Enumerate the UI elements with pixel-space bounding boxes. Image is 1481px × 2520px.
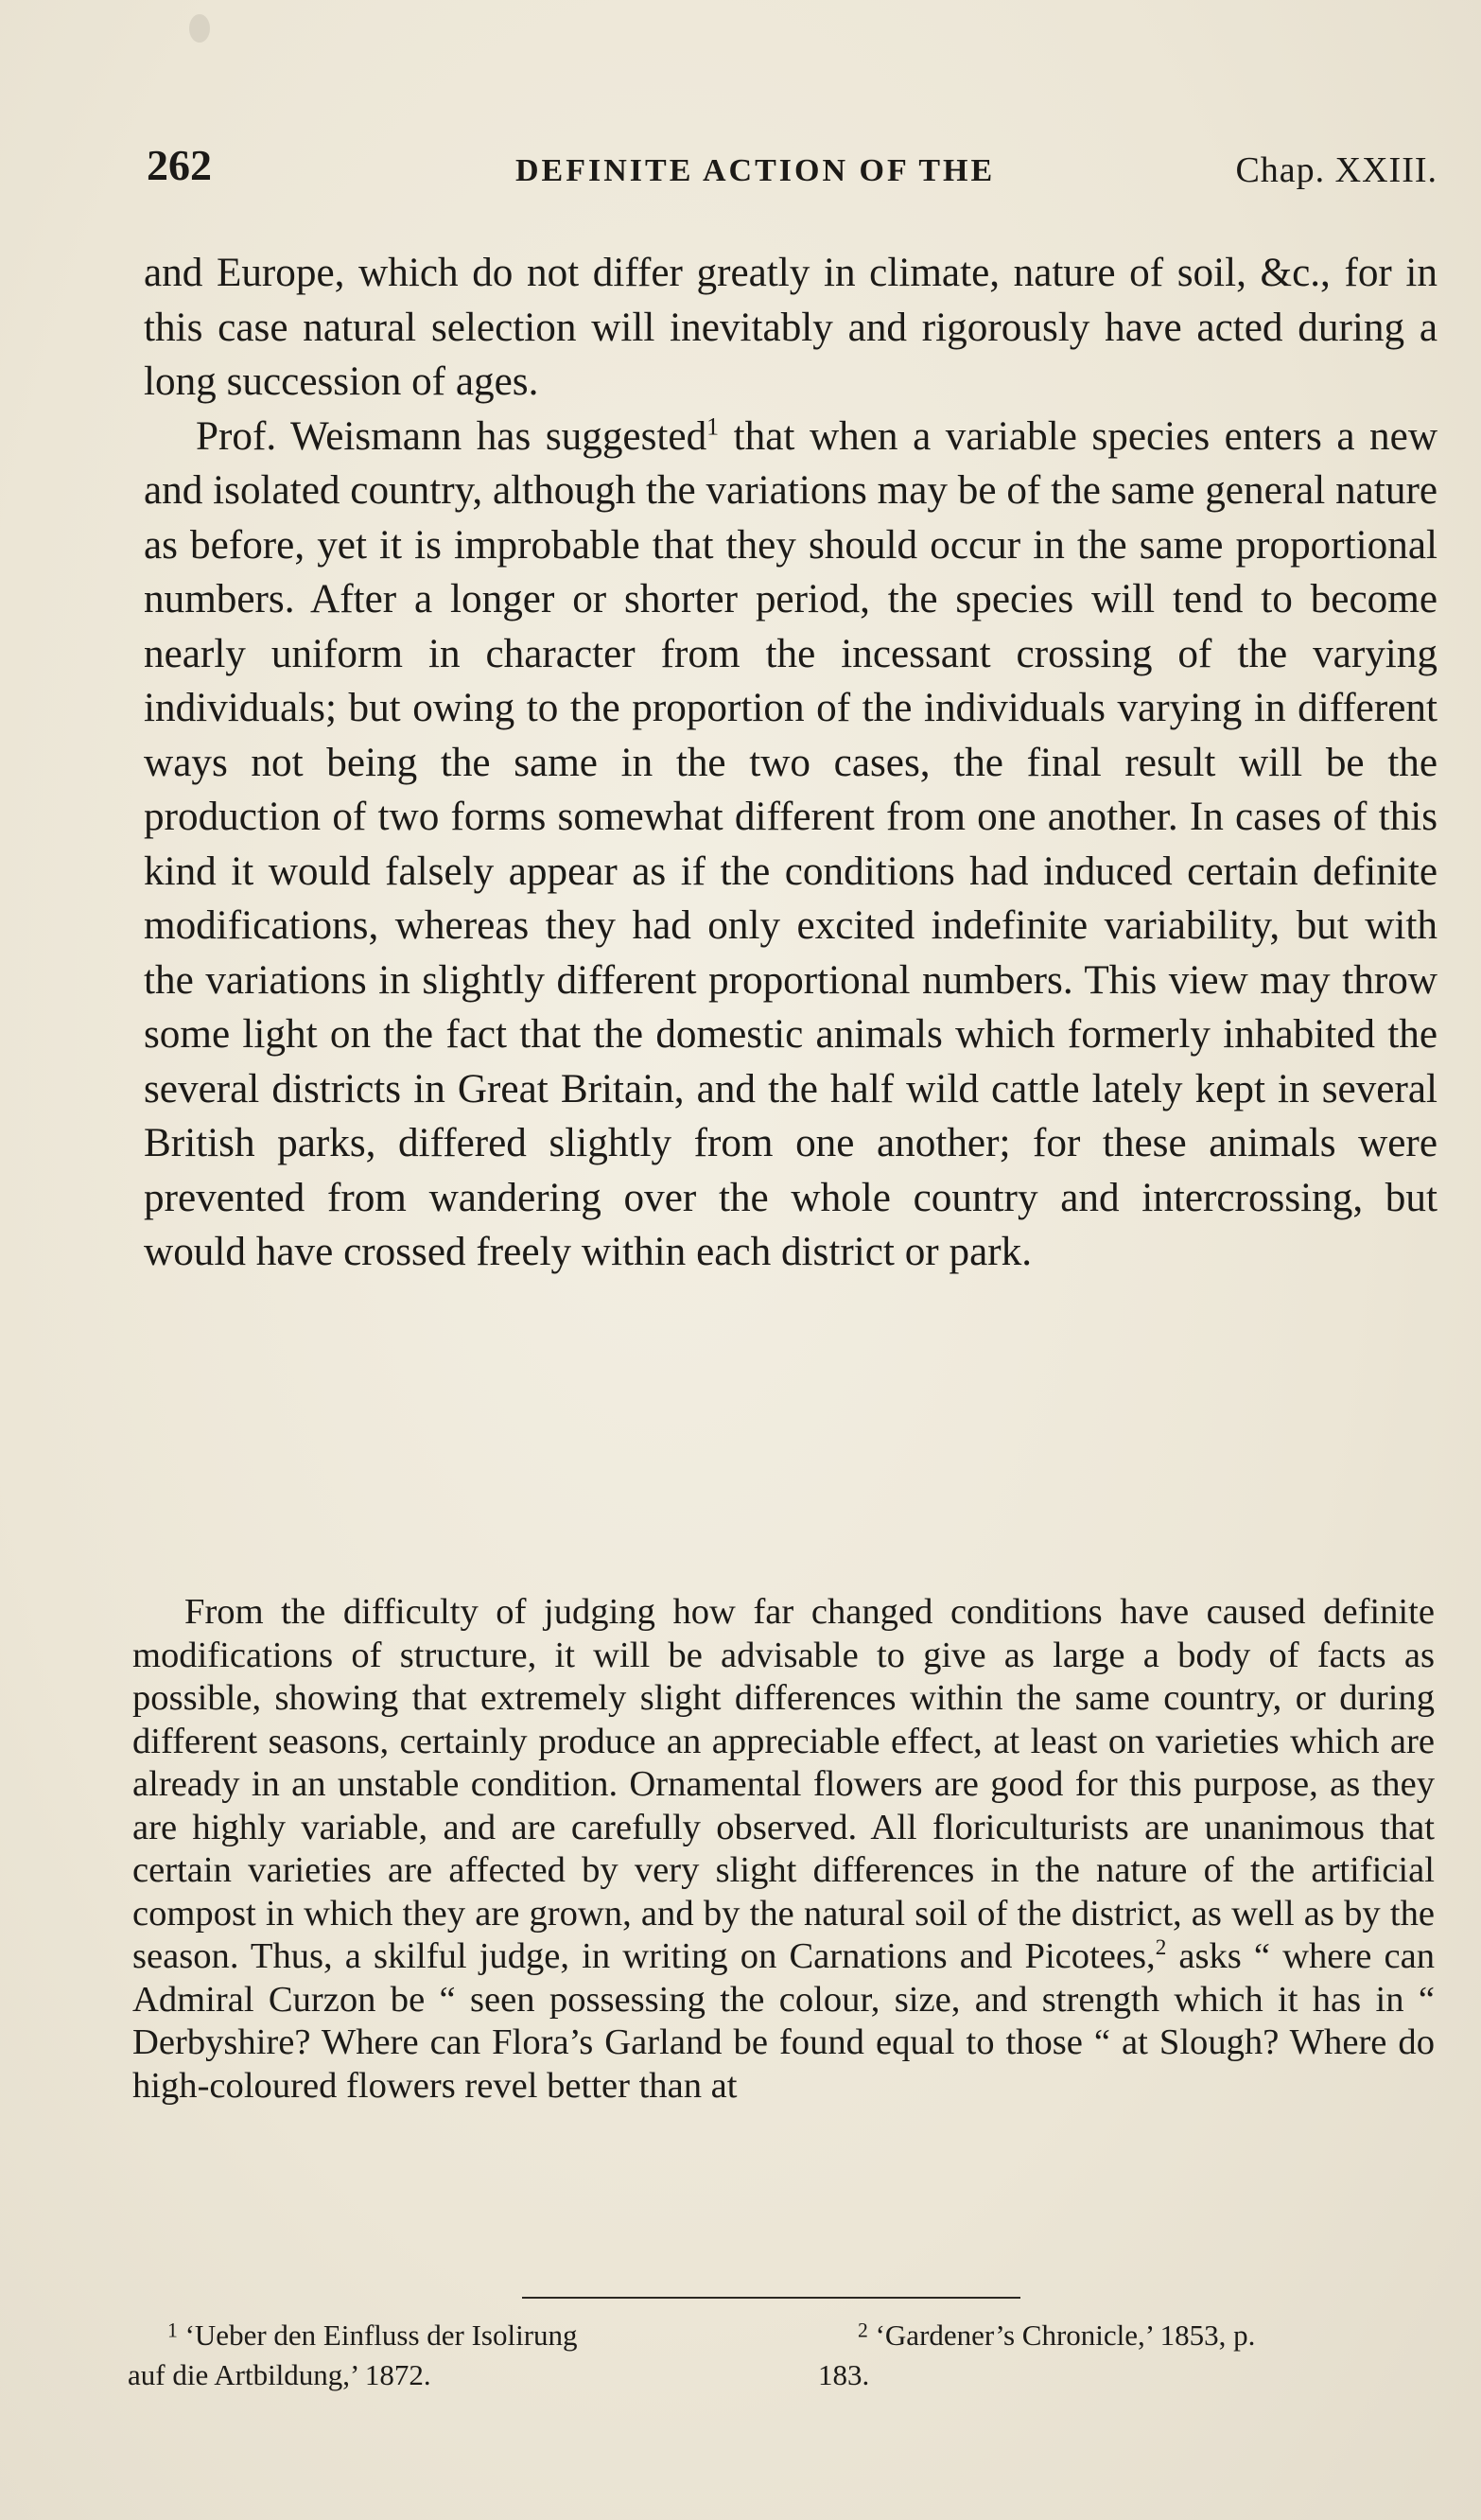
footnote-2-line-1: ‘Gardener’s Chronicle,’ 1853, p. bbox=[875, 2319, 1256, 2352]
footnote-divider bbox=[522, 2297, 1020, 2299]
footnote-1-line-2: auf die Artbildung,’ 1872. bbox=[128, 2358, 431, 2391]
footnote-1 bbox=[128, 2316, 761, 2395]
footnote-ref-2: 2 bbox=[1155, 1935, 1167, 1961]
small-paragraph-rest: asks “ where can Admiral Curzon be “ seen possessing the colour, size, and strength which it has in “ Derbyshire? Where can Flora’s Garland be found equal to those “ at Slough? Where do high-coloured flowers revel better than at bbox=[132, 1936, 1435, 2106]
chapter-label: Chap. XXIII. bbox=[1235, 150, 1437, 190]
footnote-2-line-2: 183. bbox=[818, 2358, 870, 2391]
footnote-2-marker: 2 bbox=[858, 2319, 868, 2342]
running-head: DEFINITE ACTION OF THE bbox=[515, 153, 996, 188]
paragraph-2-rest: that when a variable species enters a new and isolated country, although the variations may be of the same general nature as before, yet it is improbable that they should occur in the same proportional numbers. After a longer or shorter period, the species will tend to become nearly uniform in character from the incessant crossing of the varying individuals; but owing to the proportion of the individuals varying in different ways not being the same in the two cases, the final result will be the production of two forms somewhat different from one another. In cases of this kind it would falsely appear as if the conditions had induced certain definite modifications, whereas they had only excited indefinite variability, but with the variations in slightly different proportional numbers. This view may throw some light on the fact that the domestic animals which formerly inhabited the several districts in Great Britain, and the half wild cattle lately kept in several British parks, differed slightly from one another; for these animals were prevented from wandering over the whole country and intercrossing, but would have crossed freely within each district or park. bbox=[144, 413, 1438, 1274]
page-header bbox=[147, 140, 1437, 197]
footnote-1-line-1: ‘Ueber den Einfluss der Isolirung bbox=[184, 2319, 578, 2352]
footnote-1-marker: 1 bbox=[167, 2319, 178, 2342]
paragraph-1: and Europe, which do not differ greatly in climate, nature of soil, &c., for in this case natural selection will inevitably and rigorously have acted during a long succession of ages. bbox=[144, 251, 1437, 404]
main-body bbox=[144, 246, 1437, 1280]
small-paragraph-start: From the difficulty of judging how far changed conditions have caused definite modifications of structure, it will be advisable to give as large a body of facts as possible, showing that extremely slight differences within the same country, or during different seasons, certainly produce an appreciable effect, at least on varieties which are already in an unstable condition. Ornamental flowers are good for this purpose, as they are highly variable, and are carefully observed. All floriculturists are unanimous that certain varieties are affected by very slight differences in the nature of the artificial compost in which they are grown, and by the natural soil of the district, as well as by the season. Thus, a skilful judge, in writing on Carnations and Picotees, bbox=[132, 1592, 1435, 1976]
footnote-ref-1: 1 bbox=[706, 411, 720, 440]
page-number: 262 bbox=[147, 141, 212, 189]
paragraph-2 bbox=[144, 410, 1437, 1280]
small-print-body bbox=[132, 1591, 1435, 2108]
paper-blemish bbox=[189, 14, 210, 43]
small-paragraph bbox=[132, 1591, 1435, 2108]
paragraph-2-start: Prof. Weismann has suggested bbox=[196, 413, 707, 459]
footnote-2 bbox=[818, 2316, 1442, 2395]
